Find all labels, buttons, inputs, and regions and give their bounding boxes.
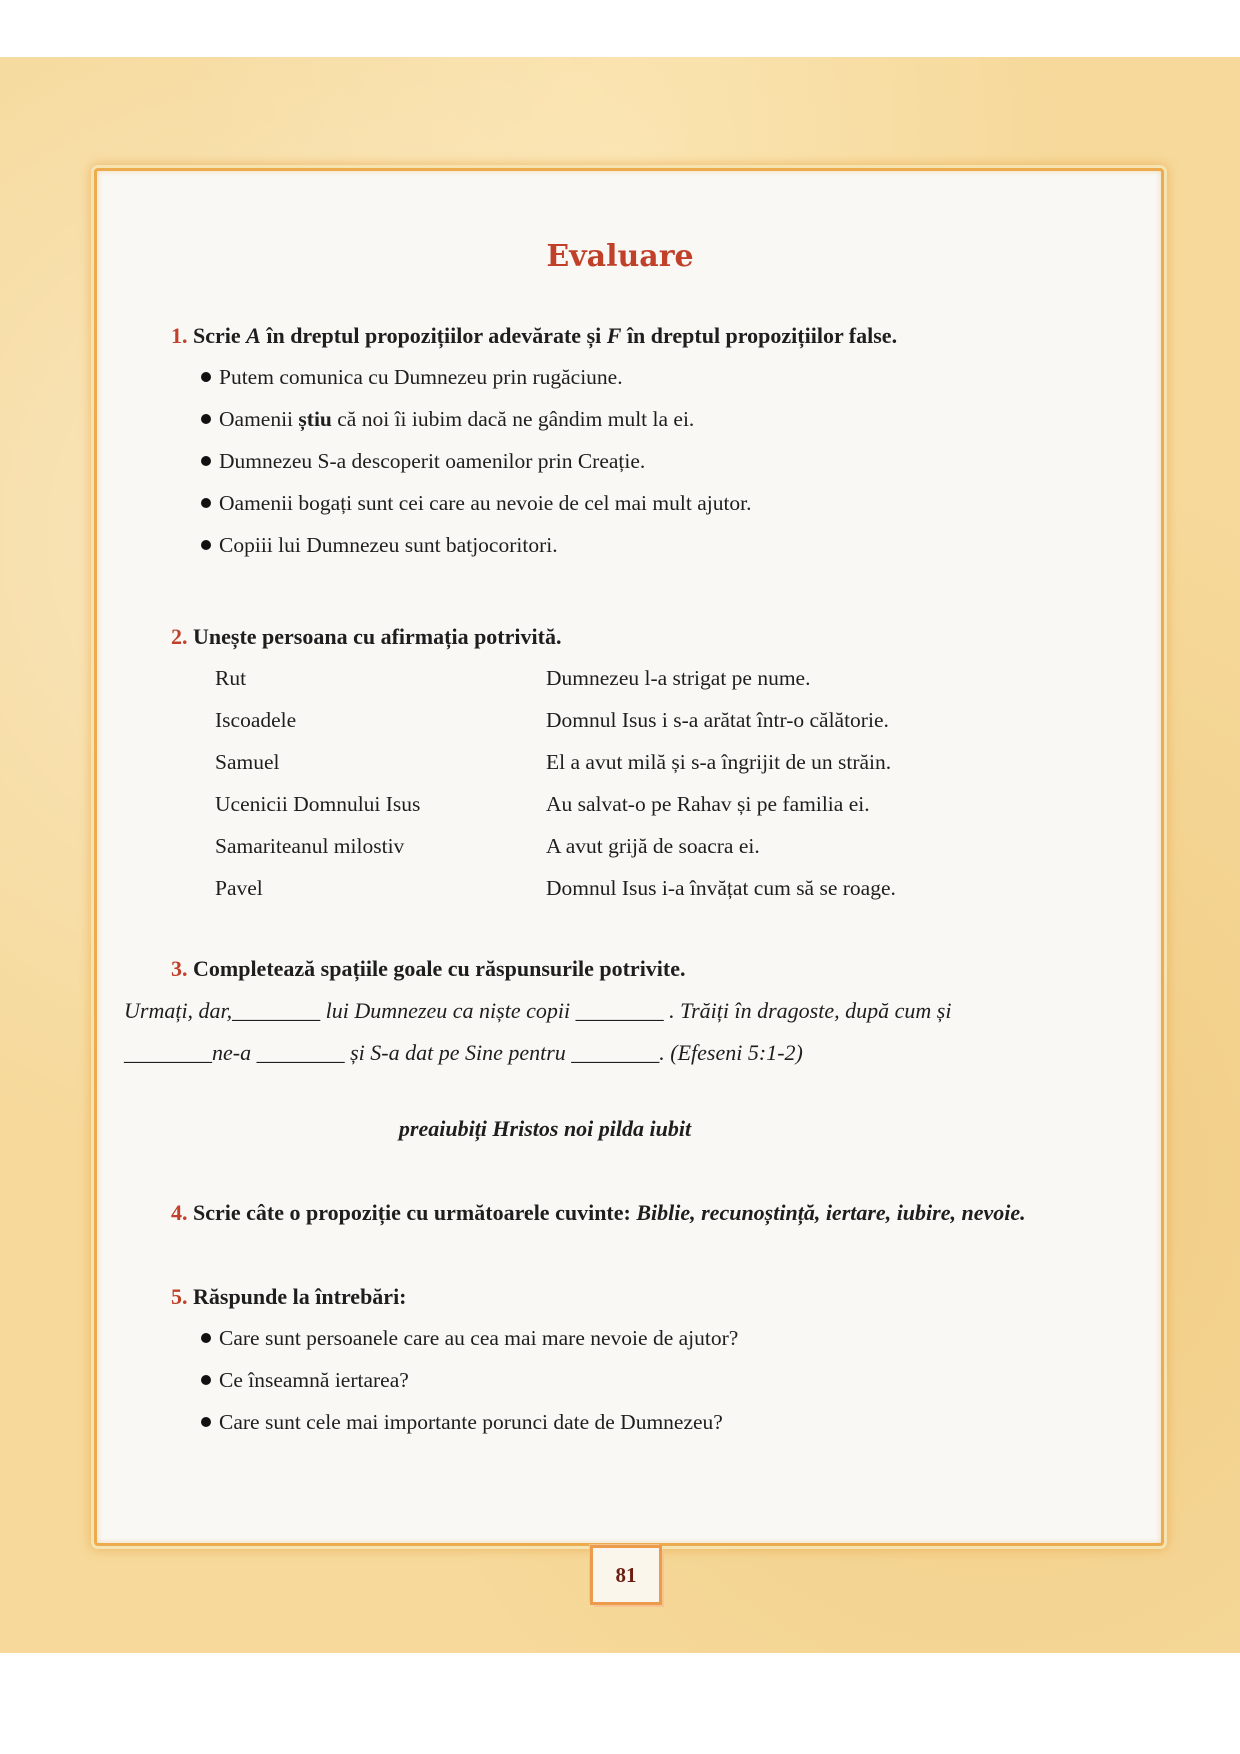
question-5-text: Răspunde la întrebări: xyxy=(187,1284,407,1309)
q5-question xyxy=(201,1326,738,1351)
q1-statement-bold: știu xyxy=(298,407,332,431)
question-1-text-c: în dreptul propozițiilor false. xyxy=(621,323,898,348)
q1-statement-text: Putem comunica cu Dumnezeu prin rugăciune. xyxy=(219,365,623,389)
question-4-text: Scrie câte o propoziție cu următoarele cuvinte: xyxy=(187,1200,637,1225)
bullet-icon xyxy=(201,456,211,466)
question-3-heading xyxy=(171,956,686,982)
bullet-icon xyxy=(201,372,211,382)
match-statement: Domnul Isus i-a învățat cum să se roage. xyxy=(546,876,896,900)
q1-statement xyxy=(201,491,752,516)
bullet-icon xyxy=(201,414,211,424)
question-5-number: 5. xyxy=(171,1284,188,1309)
q1-statement-text: Copiii lui Dumnezeu sunt batjocoritori. xyxy=(219,533,558,557)
match-person: Ucenicii Domnului Isus xyxy=(215,792,421,816)
q1-statement xyxy=(201,407,694,432)
question-2-text: Unește persoana cu afirmația potrivită. xyxy=(187,624,562,649)
match-person: Iscoadele xyxy=(215,708,297,732)
match-person: Samuel xyxy=(215,750,280,774)
question-5-heading xyxy=(171,1284,407,1310)
match-statement: Dumnezeu l-a strigat pe nume. xyxy=(546,666,811,690)
question-1-text-b: în dreptul propozițiilor adevărate și xyxy=(260,323,607,348)
bullet-icon xyxy=(201,540,211,550)
q1-statement-text: Oamenii xyxy=(219,407,299,431)
question-3-number: 3. xyxy=(171,956,188,981)
q1-statement-text: că noi îi iubim dacă ne gândim mult la ei. xyxy=(331,407,695,431)
question-4-heading xyxy=(171,1200,1026,1226)
q1-statement xyxy=(201,365,623,390)
question-1-letter-a: A xyxy=(246,323,261,348)
fill-in-line-2: ________ne-a ________ și S-a dat pe Sine pentru ________. (Efeseni 5:1-2) xyxy=(124,1040,803,1065)
question-2-number: 2. xyxy=(171,624,188,649)
page-title: Evaluare xyxy=(546,239,694,274)
question-1-letter-f: F xyxy=(606,323,622,348)
fill-in-line-1: Urmați, dar,________ lui Dumnezeu ca niște copii ________ . Trăiți în dragoste, după cum și xyxy=(124,998,952,1023)
question-4-number: 4. xyxy=(171,1200,188,1225)
q5-question-text: Care sunt cele mai importante porunci date de Dumnezeu? xyxy=(219,1410,723,1434)
question-1-heading xyxy=(171,323,897,349)
q1-statement xyxy=(201,533,558,558)
question-1-number: 1. xyxy=(171,323,188,348)
word-bank: preaiubiți Hristos noi pilda iubit xyxy=(398,1116,692,1141)
match-statement: A avut grijă de soacra ei. xyxy=(546,834,760,858)
question-2-heading xyxy=(171,624,561,650)
match-statement: Au salvat-o pe Rahav și pe familia ei. xyxy=(546,792,870,816)
q1-statement xyxy=(201,449,645,474)
match-statement: Domnul Isus i s-a arătat într-o călătorie. xyxy=(546,708,889,732)
match-person: Rut xyxy=(215,666,247,690)
q5-question-text: Ce înseamnă iertarea? xyxy=(219,1368,409,1392)
bullet-icon xyxy=(201,1417,211,1427)
q1-statement-text: Oamenii bogați sunt cei care au nevoie de cel mai mult ajutor. xyxy=(219,491,752,515)
match-person: Samariteanul milostiv xyxy=(215,834,405,858)
q5-question xyxy=(201,1410,723,1435)
q5-question-text: Care sunt persoanele care au cea mai mare nevoie de ajutor? xyxy=(219,1326,739,1350)
match-person: Pavel xyxy=(215,876,263,900)
question-3-text: Completează spațiile goale cu răspunsurile potrivite. xyxy=(187,956,686,981)
page-number: 81 xyxy=(590,1545,662,1605)
match-statement: El a avut milă și s-a îngrijit de un străin. xyxy=(546,750,892,774)
q1-statement-text: Dumnezeu S-a descoperit oamenilor prin Creație. xyxy=(219,449,646,473)
q5-question xyxy=(201,1368,409,1393)
bullet-icon xyxy=(201,1375,211,1385)
bullet-icon xyxy=(201,1333,211,1343)
question-4-words: Biblie, recunoștință, iertare, iubire, nevoie. xyxy=(636,1200,1026,1225)
question-1-text-a: Scrie xyxy=(187,323,247,348)
bullet-icon xyxy=(201,498,211,508)
